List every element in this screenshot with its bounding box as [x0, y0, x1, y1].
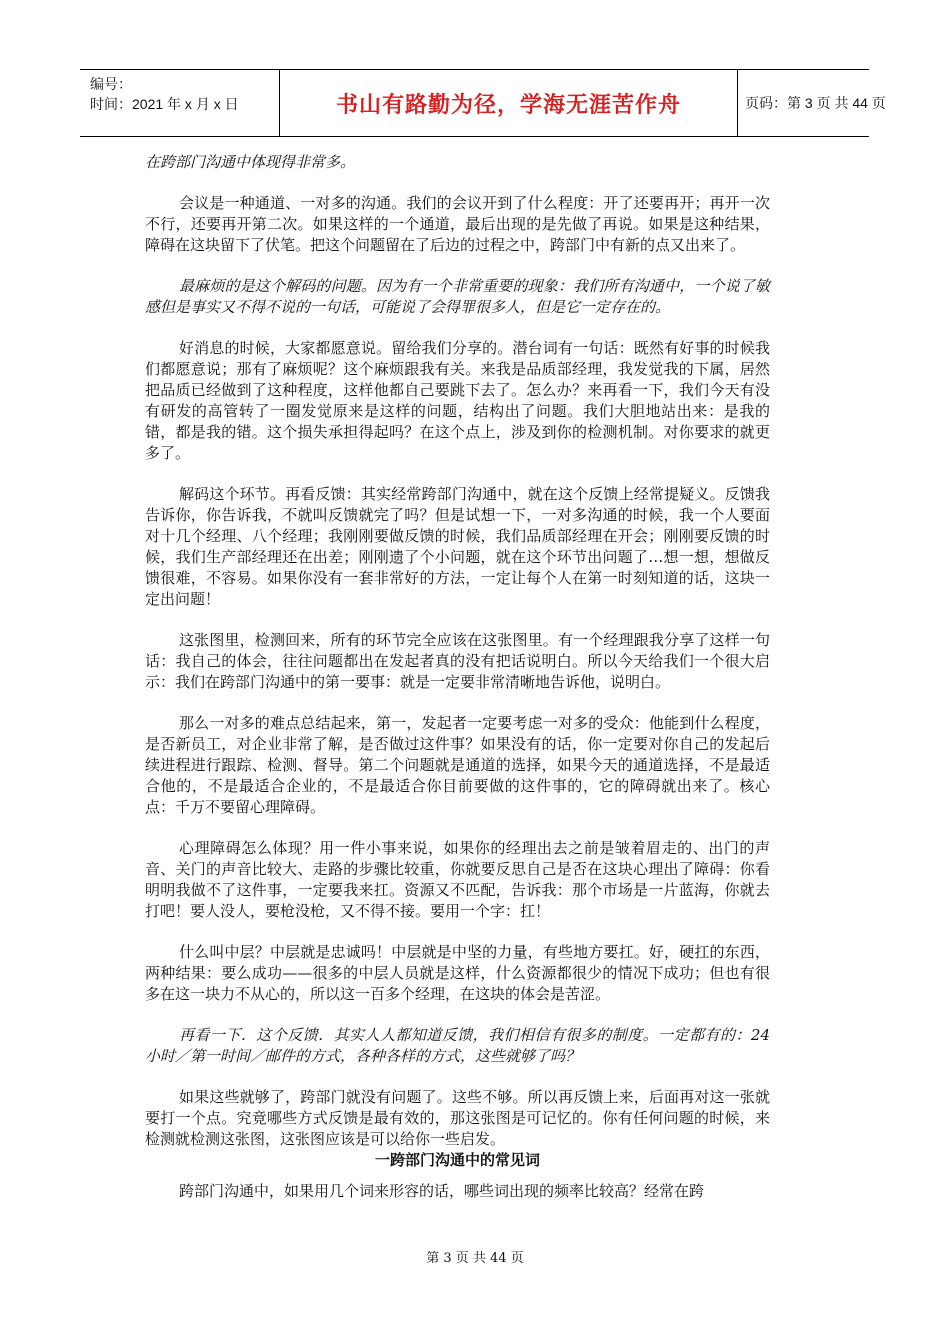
paragraph-4: 好消息的时候，大家都愿意说。留给我们分享的。潜台词有一句话：既然有好事的时候我们都愿意说；那有了麻烦呢？这个麻烦跟我有关。来我是品质部经理，我发觉我的下属，居然把品质已经做到了这种程度，这样他都自己要跳下去了。怎么办？来再看一下，我们今天有没有研发的高管转了一圈发觉原来是这样的问题，结构出了问题。我们大胆地站出来：是我的错，都是我的错。这个损失承担得起吗？在这个点上，涉及到你的检测机制。对你要求的就更多了。 [145, 339, 770, 462]
paragraph-11: 如果这些就够了，跨部门就没有问题了。这些不够。所以再反馈上来，后面再对这一张就要打一个点。究竟哪些方式反馈是最有效的，那这张图是可记忆的。你有任何问题的时候，来检测就检测这张图，这张图应该是可以给你一些启发。 [145, 1088, 770, 1148]
header-page-label: 页码：第 3 页 共 44 页 [745, 95, 886, 111]
section-title: 一跨部门沟通中的常见词 [374, 1151, 540, 1169]
page-header [80, 69, 886, 137]
document-body [145, 152, 770, 1222]
paragraph-3: 最麻烦的是这个解码的问题。因为有一个非常重要的现象：我们所有沟通中，一个说了敏感但是事实又不得不说的一句话，可能说了会得罪很多人，但是它一定存在的。 [145, 277, 770, 316]
header-motto: 书山有路勤为径，学海无涯苦作舟 [280, 70, 738, 136]
paragraph-6: 这张图里，检测回来，所有的环节完全应该在这张图里。有一个经理跟我分享了这样一句话：我自己的体会，往往问题都出在发起者真的没有把话说明白。所以今天给我们一个很大启示：我们在跨部门沟通中的第一要事：就是一定要非常清晰地告诉他，说明白。 [145, 631, 770, 691]
paragraph-5: 解码这个环节。再看反馈：其实经常跨部门沟通中，就在这个反馈上经常提疑义。反馈我告诉你，你告诉我，不就叫反馈就完了吗？但是试想一下，一对多沟通的时候，我一个人要面对十几个经理、八个经理；我刚刚要做反馈的时候，我们品质部经理在开会；刚刚要反馈的时候，我们生产部经理还在出差；刚刚遗了个小问题，就在这个环节出问题了…想一想，想做反馈很难，不容易。如果你没有一套非常好的方法，一定让每个人在第一时刻知道的话，这块一定出问题！ [145, 485, 770, 608]
paragraph-last: 跨部门沟通中，如果用几个词来形容的话，哪些词出现的频率比较高？经常在跨 [179, 1182, 705, 1200]
page-footer: 第 3 页 共 44 页 [426, 1251, 524, 1266]
paragraph-7: 那么一对多的难点总结起来，第一，发起者一定要考虑一对多的受众：他能到什么程度，是否新员工，对企业非常了解，是否做过这件事？如果没有的话，你一定要对你自己的发起后续进程进行跟踪、检测、督导。第二个问题就是通道的选择，如果今天的通道选择，不是最适合他的，不是最适合企业的，不是最适合你目前要做的这件事的，它的障碍就出来了。核心点：千万不要留心理障碍。 [145, 714, 770, 816]
header-time-label: 时间：2021 年 x 月 x 日 [90, 96, 239, 112]
paragraph-10: 再看一下．这个反馈．其实人人都知道反馈，我们相信有很多的制度。一定都有的：24 小时／第一时间／邮件的方式，各种各样的方式，这些就够了吗？ [145, 1026, 770, 1065]
paragraph-1: 在跨部门沟通中体现得非常多。 [145, 153, 356, 171]
paragraph-9: 什么叫中层？中层就是忠诚吗！中层就是中坚的力量，有些地方要扛。好，硬扛的东西，两种结果：要么成功——很多的中层人员就是这样，什么资源都很少的情况下成功；但也有很多在这一块力不从心的，所以这一百多个经理，在这块的体会是苦涩。 [145, 943, 770, 1003]
header-meta [80, 70, 280, 136]
paragraph-2: 会议是一种通道、一对多的沟通。我们的会议开到了什么程度：开了还要再开；再开一次不行，还要再开第二次。如果这样的一个通道，最后出现的是先做了再说。如果是这种结果，障碍在这块留下了伏笔。把这个问题留在了后边的过程之中，跨部门中有新的点又出来了。 [145, 194, 770, 254]
paragraph-8: 心理障碍怎么体现？用一件小事来说，如果你的经理出去之前是皱着眉走的、出门的声音、关门的声音比较大、走路的步骤比较重，你就要反思自己是否在这块心理出了障碍：你看明明我做不了这件事，一定要我来扛。资源又不匹配，告诉我：那个市场是一片蓝海，你就去打吧！要人没人，要枪没枪，又不得不接。要用一个字：扛！ [145, 839, 770, 920]
header-number-label: 编号： [90, 76, 132, 92]
